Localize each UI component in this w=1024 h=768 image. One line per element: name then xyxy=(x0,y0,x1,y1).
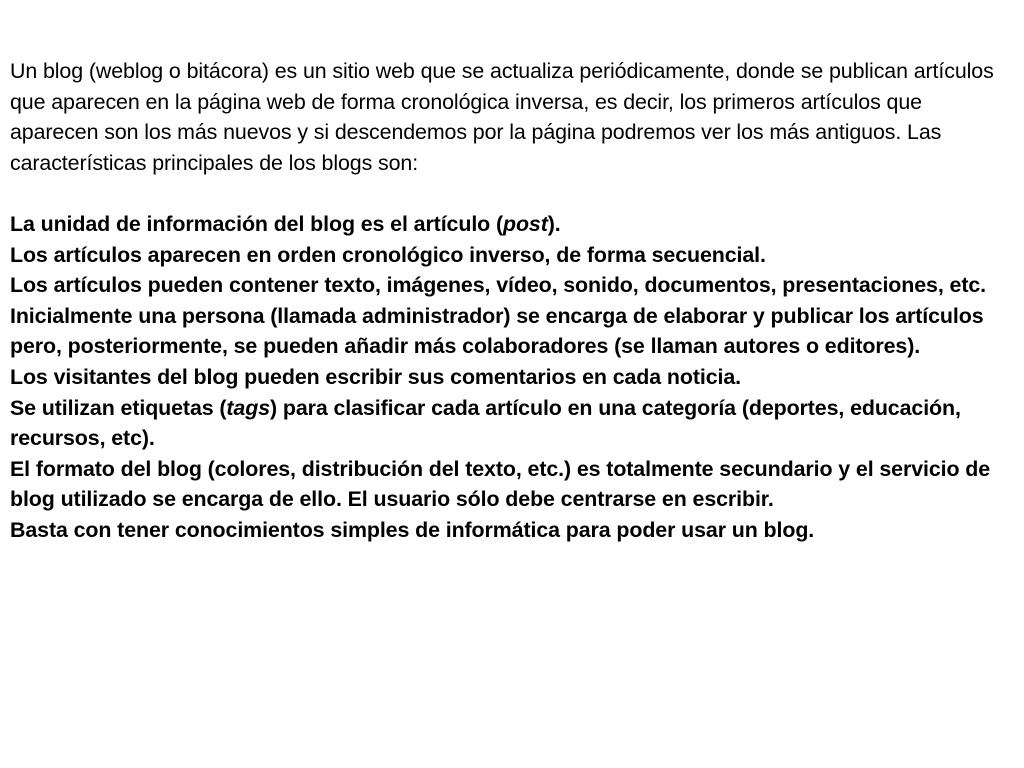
slide-content xyxy=(10,56,1014,546)
feature-text-before: La unidad de información del blog es el artículo ( xyxy=(10,211,503,236)
feature-item-comments: Los visitantes del blog pueden escribir sus comentarios en cada noticia. xyxy=(10,364,741,389)
feature-item-admin: Inicialmente una persona (llamada administrador) se encarga de elaborar y publicar los artículos pero, posteriormente, se pueden añadir más colaboradores (se llaman autores o editores). xyxy=(10,303,984,359)
feature-italic-term: post xyxy=(503,211,548,236)
feature-text-after: ). xyxy=(547,211,561,236)
feature-item-tags xyxy=(10,393,1014,454)
intro-paragraph: Un blog (weblog o bitácora) es un sitio web que se actualiza periódicamente, donde se publican artículos que aparecen en la página web de forma cronológica inversa, es decir, los primeros artículos que aparecen son los más nuevos y si descendemos por la página podremos ver los más antiguos. Las características principales de los blogs son: xyxy=(10,59,994,175)
blog-features-list xyxy=(10,209,1014,546)
feature-item-content: Los artículos pueden contener texto, imágenes, vídeo, sonido, documentos, presentaciones, etc. xyxy=(10,273,986,298)
feature-text-after: ) para clasificar cada artículo en una categoría (deportes, educación, recursos, etc). xyxy=(10,395,961,451)
feature-item-order: Los artículos aparecen en orden cronológico inverso, de forma secuencial. xyxy=(10,242,766,267)
feature-text-before: Se utilizan etiquetas ( xyxy=(10,395,227,420)
feature-item-format: El formato del blog (colores, distribución del texto, etc.) es totalmente secundario y el servicio de blog utilizado se encarga de ello. El usuario sólo debe centrarse en escribir. xyxy=(10,456,991,512)
feature-item-unit xyxy=(10,209,1014,240)
feature-italic-term: tags xyxy=(226,395,270,420)
feature-item-skills: Basta con tener conocimientos simples de informática para poder usar un blog. xyxy=(10,517,815,542)
